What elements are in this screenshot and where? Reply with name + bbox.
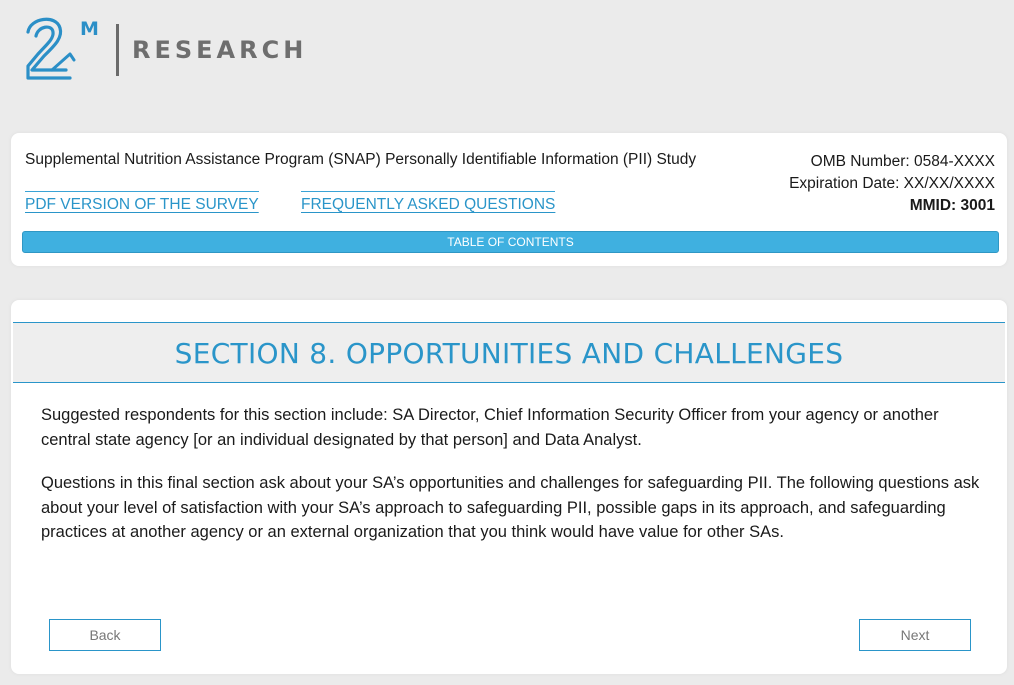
omb-info — [789, 151, 995, 217]
section-title: SECTION 8. OPPORTUNITIES AND CHALLENGES — [174, 337, 844, 370]
table-of-contents-button[interactable]: TABLE OF CONTENTS — [22, 231, 999, 253]
section-body — [41, 403, 986, 564]
section-paragraph: Questions in this final section ask about your SA’s opportunities and challenges for safeguarding PII. The following questions ask about your level of satisfaction with your SA’s approach to safeguarding PII, possible gaps in its approach, and safeguarding practices at another agency or an external organization that you think would have value for other SAs. — [41, 474, 980, 541]
expiration-date: Expiration Date: XX/XX/XXXX — [789, 175, 995, 192]
section-header — [13, 322, 1005, 383]
logo-divider — [116, 24, 119, 76]
study-title: Supplemental Nutrition Assistance Program (SNAP) Personally Identifiable Information (PII) Study — [25, 151, 697, 168]
survey-header-card — [11, 133, 1007, 266]
pdf-version-link[interactable]: PDF VERSION OF THE SURVEY — [25, 191, 259, 214]
logo-wordmark: RESEARCH — [132, 36, 308, 64]
mmid: MMID: 3001 — [909, 197, 995, 214]
back-button[interactable]: Back — [49, 619, 161, 651]
omb-number: OMB Number: 0584-XXXX — [810, 153, 995, 170]
logo-superscript: M — [80, 18, 99, 40]
next-button[interactable]: Next — [859, 619, 971, 651]
company-logo — [22, 14, 312, 84]
faq-link[interactable]: FREQUENTLY ASKED QUESTIONS — [301, 191, 555, 214]
section-card — [11, 300, 1007, 674]
section-paragraph: Suggested respondents for this section include: SA Director, Chief Information Security Officer from your agency or another central state agency [or an individual designated by that person] and Data Analyst. — [41, 406, 939, 449]
